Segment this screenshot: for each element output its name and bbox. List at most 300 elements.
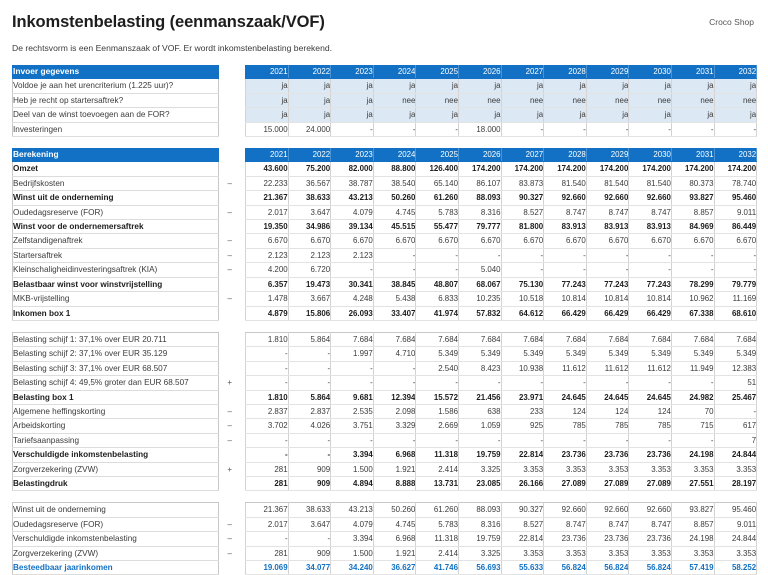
cell-2029: 83.913 [586,220,629,234]
cell-2025: 41.974 [416,306,459,320]
cell-2031: 10.962 [671,292,714,306]
cell-2031: 57.419 [671,561,714,575]
spacer-cell [714,137,757,149]
spacer-cell [288,137,331,149]
cell-2026: 57.832 [458,306,501,320]
cell-2026: 5.349 [458,347,501,361]
cell-2032: 78.740 [714,176,757,190]
cell-2024: - [373,263,416,277]
cell-2021: 3.702 [246,419,289,433]
cell-2025: 13.731 [416,476,459,490]
row-label: Omzet [13,162,219,176]
cell-2025: 5.349 [416,347,459,361]
cell-2032: 7 [714,433,757,447]
cell-2031: 70 [671,404,714,418]
cell-2023: 4.079 [331,517,374,531]
table-row [13,404,757,418]
cell-2021: 43.600 [246,162,289,176]
cell-2029: 11.612 [586,361,629,375]
cell-2021: ja [246,108,289,122]
cell-2025: 41.746 [416,561,459,575]
page-title: Inkomstenbelasting (eenmanszaak/VOF) [12,13,325,31]
table-row [13,248,757,262]
cell-2031: 93.827 [671,191,714,205]
cell-2024: 6.670 [373,234,416,248]
cell-2026: 6.670 [458,234,501,248]
cell-2032: 12.383 [714,361,757,375]
operator-cell: – [219,248,241,262]
cell-2027: 3.353 [501,546,544,560]
cell-2023: 1.500 [331,462,374,476]
cell-2031: - [671,248,714,262]
spacer-cell [544,320,587,332]
table-row [13,176,757,190]
cell-2024: 1.921 [373,546,416,560]
cell-2029: 10.814 [586,292,629,306]
section-header-label-invoer: Invoer gegevens [13,65,219,79]
cell-2030: 66.429 [629,306,672,320]
operator-cell [219,390,241,404]
row-label: Winst uit de onderneming [13,503,219,517]
cell-2028: 81.540 [544,176,587,190]
operator-cell [219,220,241,234]
spacer-row [13,491,757,503]
year-header-2026: 2026 [458,148,501,162]
cell-2031: 80.373 [671,176,714,190]
cell-2028: 3.353 [544,462,587,476]
cell-2024: 1.921 [373,462,416,476]
cell-2030: 785 [629,419,672,433]
cell-2025: 2.540 [416,361,459,375]
year-header-2028: 2028 [544,148,587,162]
cell-2026: 3.325 [458,546,501,560]
cell-2030: ja [629,108,672,122]
cell-2025: 65.140 [416,176,459,190]
cell-2021: 2.017 [246,205,289,219]
table-row [13,546,757,560]
cell-2021: 1.810 [246,332,289,346]
cell-2023: 43.213 [331,191,374,205]
cell-2029: 24.645 [586,390,629,404]
cell-2025: 5.783 [416,205,459,219]
cell-2024: 36.627 [373,561,416,575]
cell-2024: - [373,376,416,390]
operator-cell: – [219,419,241,433]
cell-2026: 3.325 [458,462,501,476]
cell-2023: 39.134 [331,220,374,234]
cell-2023: ja [331,93,374,107]
year-header-2026: 2026 [458,65,501,79]
cell-2027: 6.670 [501,234,544,248]
spacer-cell [458,137,501,149]
cell-2031: nee [671,93,714,107]
cell-2026: 10.235 [458,292,501,306]
cell-2030: 27.089 [629,476,672,490]
cell-2030: - [629,433,672,447]
cell-2021: 19.069 [246,561,289,575]
cell-2030: 3.353 [629,546,672,560]
spacer-cell [629,491,672,503]
cell-2021: - [246,448,289,462]
cell-2026: 19.759 [458,448,501,462]
spacer-cell [373,320,416,332]
cell-2026: 1.059 [458,419,501,433]
cell-2030: 5.349 [629,347,672,361]
cell-2031: 7.684 [671,332,714,346]
cell-2029: - [586,248,629,262]
table-row [13,462,757,476]
operator-cell [219,162,241,176]
cell-2022: ja [288,79,331,93]
cell-2027: ja [501,108,544,122]
cell-2023: 4.079 [331,205,374,219]
cell-2030: - [629,122,672,136]
cell-2025: ja [416,79,459,93]
cell-2023: 4.248 [331,292,374,306]
cell-2024: 6.968 [373,448,416,462]
table-row [13,234,757,248]
cell-2023: 4.894 [331,476,374,490]
cell-2023: 2.535 [331,404,374,418]
cell-2031: 24.198 [671,532,714,546]
cell-2031: 3.353 [671,546,714,560]
table-row [13,108,757,122]
cell-2025: 6.833 [416,292,459,306]
cell-2031: 78.299 [671,277,714,291]
table-row [13,205,757,219]
spacer-cell [416,137,459,149]
cell-2025: 7.684 [416,332,459,346]
cell-2021: 2.123 [246,248,289,262]
cell-2027: 8.527 [501,205,544,219]
cell-2029: 3.353 [586,546,629,560]
operator-cell [219,191,241,205]
cell-2028: 8.747 [544,517,587,531]
cell-2021: ja [246,93,289,107]
cell-2031: 174.200 [671,162,714,176]
year-header-2031: 2031 [671,148,714,162]
table-row [13,277,757,291]
cell-2032: 3.353 [714,546,757,560]
row-label: Bedrijfskosten [13,176,219,190]
spacer-cell [501,137,544,149]
cell-2024: 38.845 [373,277,416,291]
cell-2023: - [331,361,374,375]
operator-cell [219,361,241,375]
cell-2030: 124 [629,404,672,418]
row-label: MKB-vrijstelling [13,292,219,306]
cell-2021: 22.233 [246,176,289,190]
spacer-cell [671,491,714,503]
cell-2031: 24.982 [671,390,714,404]
spacer-cell [13,137,219,149]
operator-cell: – [219,532,241,546]
year-header-2021: 2021 [246,148,289,162]
spacer-row [13,137,757,149]
operator-cell [219,148,241,162]
year-header-2024: 2024 [373,148,416,162]
spacer-cell [288,491,331,503]
cell-2028: 92.660 [544,191,587,205]
tables-container [12,65,756,575]
row-label: Heb je recht op startersaftrek? [13,93,219,107]
spacer-cell [544,137,587,149]
cell-2024: nee [373,93,416,107]
cell-2022: 3.647 [288,205,331,219]
cell-2026: 56.693 [458,561,501,575]
cell-2022: 2.123 [288,248,331,262]
page-subtitle: De rechtsvorm is een Eenmanszaak of VOF. Er wordt inkomstenbelasting berekend. [12,43,333,53]
cell-2023: 9.681 [331,390,374,404]
cell-2031: - [671,433,714,447]
row-label: Verschuldigde inkomstenbelasting [13,532,219,546]
cell-2025: 11.318 [416,448,459,462]
cell-2024: 4.745 [373,205,416,219]
cell-2030: ja [629,79,672,93]
cell-2023: 3.751 [331,419,374,433]
spacer-cell [416,491,459,503]
cell-2026: 5.040 [458,263,501,277]
cell-2028: 23.736 [544,532,587,546]
spacer-cell [219,137,241,149]
cell-2030: 92.660 [629,191,672,205]
cell-2030: 10.814 [629,292,672,306]
row-label: Algemene heffingskorting [13,404,219,418]
cell-2021: 15.000 [246,122,289,136]
spacer-cell [629,137,672,149]
cell-2032: 174.200 [714,162,757,176]
row-label: Oudedagsreserve (FOR) [13,517,219,531]
cell-2029: - [586,433,629,447]
cell-2026: - [458,376,501,390]
cell-2027: 90.327 [501,503,544,517]
cell-2022: 909 [288,546,331,560]
cell-2021: - [246,433,289,447]
spacer-cell [671,137,714,149]
cell-2029: 6.670 [586,234,629,248]
cell-2030: 77.243 [629,277,672,291]
cell-2031: 715 [671,419,714,433]
cell-2027: 64.612 [501,306,544,320]
table-row [13,561,757,575]
cell-2022: 36.567 [288,176,331,190]
cell-2031: 84.969 [671,220,714,234]
cell-2029: 56.824 [586,561,629,575]
year-header-2029: 2029 [586,65,629,79]
cell-2023: 1.997 [331,347,374,361]
cell-2021: 4.879 [246,306,289,320]
cell-2024: 2.098 [373,404,416,418]
cell-2029: 92.660 [586,191,629,205]
cell-2029: - [586,122,629,136]
table-row [13,306,757,320]
operator-cell: – [219,433,241,447]
year-header-2024: 2024 [373,65,416,79]
cell-2028: 27.089 [544,476,587,490]
cell-2026: 79.777 [458,220,501,234]
cell-2027: 10.938 [501,361,544,375]
cell-2025: 2.669 [416,419,459,433]
operator-cell: – [219,263,241,277]
cell-2027: 23.971 [501,390,544,404]
cell-2022: 5.864 [288,390,331,404]
cell-2032: 5.349 [714,347,757,361]
cell-2027: - [501,248,544,262]
income-tax-table [12,65,757,575]
cell-2031: 93.827 [671,503,714,517]
operator-cell [219,93,241,107]
cell-2022: ja [288,108,331,122]
cell-2029: 124 [586,404,629,418]
cell-2028: - [544,263,587,277]
cell-2026: 18.000 [458,122,501,136]
table-row [13,433,757,447]
row-label: Belasting schijf 1: 37,1% over EUR 20.711 [13,332,219,346]
cell-2022: 909 [288,476,331,490]
row-label: Inkomen box 1 [13,306,219,320]
cell-2026: 86.107 [458,176,501,190]
year-header-2030: 2030 [629,65,672,79]
cell-2027: 174.200 [501,162,544,176]
year-header-2031: 2031 [671,65,714,79]
cell-2024: 4.745 [373,517,416,531]
spacer-cell [331,491,374,503]
page-header [12,0,756,32]
cell-2031: ja [671,108,714,122]
year-header-2032: 2032 [714,65,757,79]
row-label: Oudedagsreserve (FOR) [13,205,219,219]
cell-2023: ja [331,79,374,93]
cell-2025: 126.400 [416,162,459,176]
cell-2031: 6.670 [671,234,714,248]
cell-2024: 5.438 [373,292,416,306]
cell-2030: - [629,248,672,262]
cell-2032: 95.460 [714,191,757,205]
cell-2028: 3.353 [544,546,587,560]
table-row [13,476,757,490]
cell-2022: ja [288,93,331,107]
cell-2026: 8.316 [458,517,501,531]
operator-cell [219,122,241,136]
cell-2021: 281 [246,462,289,476]
cell-2030: 7.684 [629,332,672,346]
year-header-2027: 2027 [501,148,544,162]
cell-2032: 95.460 [714,503,757,517]
table-row [13,448,757,462]
cell-2022: 3.647 [288,517,331,531]
cell-2025: 55.477 [416,220,459,234]
cell-2022: - [288,433,331,447]
cell-2031: - [671,376,714,390]
cell-2026: ja [458,79,501,93]
spacer-cell [331,137,374,149]
spacer-cell [246,491,289,503]
cell-2022: - [288,361,331,375]
cell-2028: - [544,376,587,390]
cell-2030: 11.612 [629,361,672,375]
cell-2027: 26.166 [501,476,544,490]
cell-2031: 5.349 [671,347,714,361]
cell-2030: 8.747 [629,517,672,531]
cell-2032: 24.844 [714,532,757,546]
table-row [13,503,757,517]
spacer-cell [629,320,672,332]
row-label: Zorgverzekering (ZVW) [13,462,219,476]
cell-2030: 174.200 [629,162,672,176]
cell-2022: 34.986 [288,220,331,234]
year-header-2032: 2032 [714,148,757,162]
cell-2025: 5.783 [416,517,459,531]
table-row [13,79,757,93]
cell-2024: - [373,361,416,375]
cell-2024: ja [373,108,416,122]
cell-2030: 56.824 [629,561,672,575]
cell-2022: 909 [288,462,331,476]
cell-2029: 174.200 [586,162,629,176]
operator-cell: – [219,404,241,418]
year-header-2025: 2025 [416,65,459,79]
operator-cell [219,79,241,93]
operator-cell: – [219,517,241,531]
row-label: Belasting schijf 3: 37,1% over EUR 68.507 [13,361,219,375]
cell-2022: - [288,347,331,361]
operator-cell: – [219,234,241,248]
table-row [13,419,757,433]
spacer-cell [714,320,757,332]
year-header-2030: 2030 [629,148,672,162]
cell-2032: - [714,122,757,136]
row-label: Belasting schijf 4: 49,5% groter dan EUR 68.507 [13,376,219,390]
cell-2023: 1.500 [331,546,374,560]
cell-2021: 1.810 [246,390,289,404]
cell-2025: 11.318 [416,532,459,546]
cell-2022: 75.200 [288,162,331,176]
cell-2029: 92.660 [586,503,629,517]
cell-2029: 81.540 [586,176,629,190]
cell-2031: 8.857 [671,517,714,531]
cell-2032: 11.169 [714,292,757,306]
cell-2029: ja [586,108,629,122]
cell-2023: 82.000 [331,162,374,176]
section-header-row-invoer [13,65,757,79]
cell-2028: 8.747 [544,205,587,219]
cell-2028: 92.660 [544,503,587,517]
cell-2028: 174.200 [544,162,587,176]
row-label: Winst voor de ondernemersaftrek [13,220,219,234]
cell-2031: 8.857 [671,205,714,219]
cell-2029: 7.684 [586,332,629,346]
cell-2025: - [416,122,459,136]
cell-2022: - [288,532,331,546]
cell-2026: 19.759 [458,532,501,546]
cell-2023: ja [331,108,374,122]
cell-2027: - [501,122,544,136]
cell-2025: 48.807 [416,277,459,291]
cell-2025: 2.414 [416,546,459,560]
cell-2027: 55.633 [501,561,544,575]
cell-2030: - [629,263,672,277]
cell-2026: 174.200 [458,162,501,176]
cell-2027: ja [501,79,544,93]
table-row [13,263,757,277]
cell-2027: 90.327 [501,191,544,205]
cell-2023: 38.787 [331,176,374,190]
cell-2021: 2.837 [246,404,289,418]
cell-2025: nee [416,93,459,107]
cell-2028: 24.645 [544,390,587,404]
cell-2030: 6.670 [629,234,672,248]
row-label: Belasting box 1 [13,390,219,404]
